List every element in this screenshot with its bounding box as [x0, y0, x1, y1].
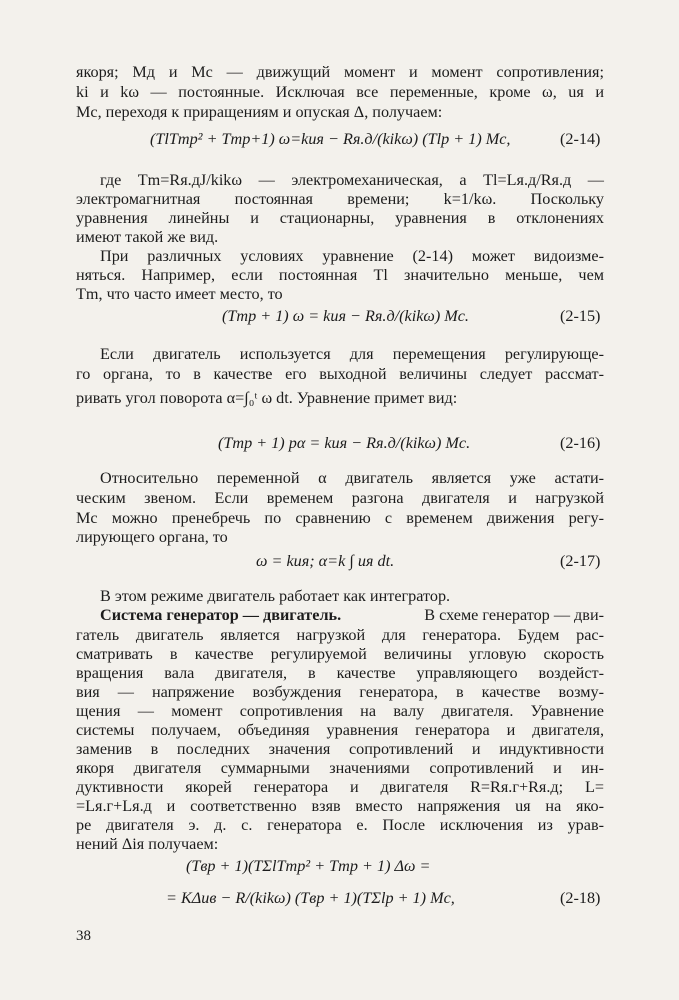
text-line: ривать угол поворота α=∫₀ᵗ ω dt. Уравнение примет вид:	[76, 389, 458, 407]
text-line: Если двигатель используется для перемещения регулирующе-	[100, 345, 604, 363]
text-line: где Tm=Rя.дJ/kikω — электромеханическая, а Tl=Lя.д/Rя.д —	[100, 171, 604, 189]
equation-2-18-line1: (Tвp + 1)(TΣlTmp² + Tmp + 1) Δω =	[186, 857, 431, 875]
text-line: якоря двигателя суммарными значениями сопротивлений и ин-	[76, 759, 604, 777]
equation-2-16: (Tmp + 1) pα = kuя − Rя.д/(kikω) Mс.	[218, 434, 471, 452]
text-line: При различных условиях уравнение (2-14) может видоизме-	[100, 247, 604, 265]
text-line-heading	[100, 605, 604, 625]
text-line: щения — момент сопротивления на валу двигателя. Уравнение	[76, 702, 604, 720]
equation-number: (2-18)	[560, 889, 601, 907]
text-line: уравнения линейны и стационарны, уравнения в отклонениях	[76, 209, 604, 227]
text-line: няться. Например, если постоянная Tl значительно меньше, чем	[76, 266, 604, 284]
text-line: имеют такой же вид.	[76, 228, 219, 246]
equation-number: (2-16)	[560, 434, 601, 452]
equation-number: (2-17)	[560, 552, 601, 570]
text-line: ческим звеном. Если временем разгона двигателя и нагрузкой	[76, 489, 604, 507]
text-fragment: В схеме генератор — дви-	[424, 606, 604, 624]
text-line: ре двигателя э. д. с. генератора e. После исключения из урав-	[76, 816, 604, 834]
text-line: =Lя.г+Lя.д и соответственно взяв вместо напряжения uя на яко-	[76, 797, 604, 815]
text-line: заменив в последних значения сопротивлений и индуктивности	[76, 740, 604, 758]
text-line: системы получаем, объединяя уравнения генератора и двигателя,	[76, 721, 604, 739]
section-heading: Система генератор — двигатель.	[100, 606, 342, 624]
text-line: электромагнитная постоянная времени; k=1/kω. Поскольку	[76, 190, 604, 208]
text-line: го органа, то в качестве его выходной величины следует рассмат-	[76, 365, 604, 383]
equation-2-17: ω = kuя; α=k ∫ uя dt.	[256, 552, 395, 570]
text-line: Tm, что часто имеет место, то	[76, 285, 283, 303]
text-line: дуктивности якорей генератора и двигателя R=Rя.г+Rя.д; L=	[76, 778, 604, 796]
text-line: вия — напряжение возбуждения генератора, в качестве возму-	[76, 683, 604, 701]
text-line: лирующего органа, то	[76, 528, 228, 546]
text-line: якоря; Mд и Mс — движущий момент и момент сопротивления;	[76, 63, 604, 81]
text-line: вращения вала двигателя, в качестве управляющего воздейст-	[76, 664, 604, 682]
text-line: гатель двигатель является нагрузкой для генератора. Будем рас-	[76, 626, 604, 644]
text-line: Mс, переходя к приращениям и опуская Δ, получаем:	[76, 103, 443, 121]
equation-2-15: (Tmp + 1) ω = kuя − Rя.д/(kikω) Mс.	[222, 307, 469, 325]
text-line: нений Δiя получаем:	[76, 835, 219, 853]
equation-2-18-line2: = KΔuв − R/(kikω) (Tвp + 1)(TΣlp + 1) Mс,	[166, 889, 455, 907]
equation-number: (2-14)	[560, 130, 601, 148]
page-number: 38	[76, 928, 91, 944]
equation-number: (2-15)	[560, 307, 601, 325]
text-line: ki и kω — постоянные. Исключая все переменные, кроме ω, uя и	[76, 83, 604, 101]
text-line: сматривать в качестве регулируемой величины угловую скорость	[76, 645, 604, 663]
text-line: Mс можно пренебречь по сравнению с временем движения регу-	[76, 509, 604, 527]
text-line: В этом режиме двигатель работает как интегратор.	[100, 587, 451, 605]
equation-2-14: (TlTmp² + Tmp+1) ω=kuя − Rя.д/(kikω) (Tlp + 1) Mс,	[150, 130, 511, 148]
text-line: Относительно переменной α двигатель является уже астати-	[100, 469, 604, 487]
